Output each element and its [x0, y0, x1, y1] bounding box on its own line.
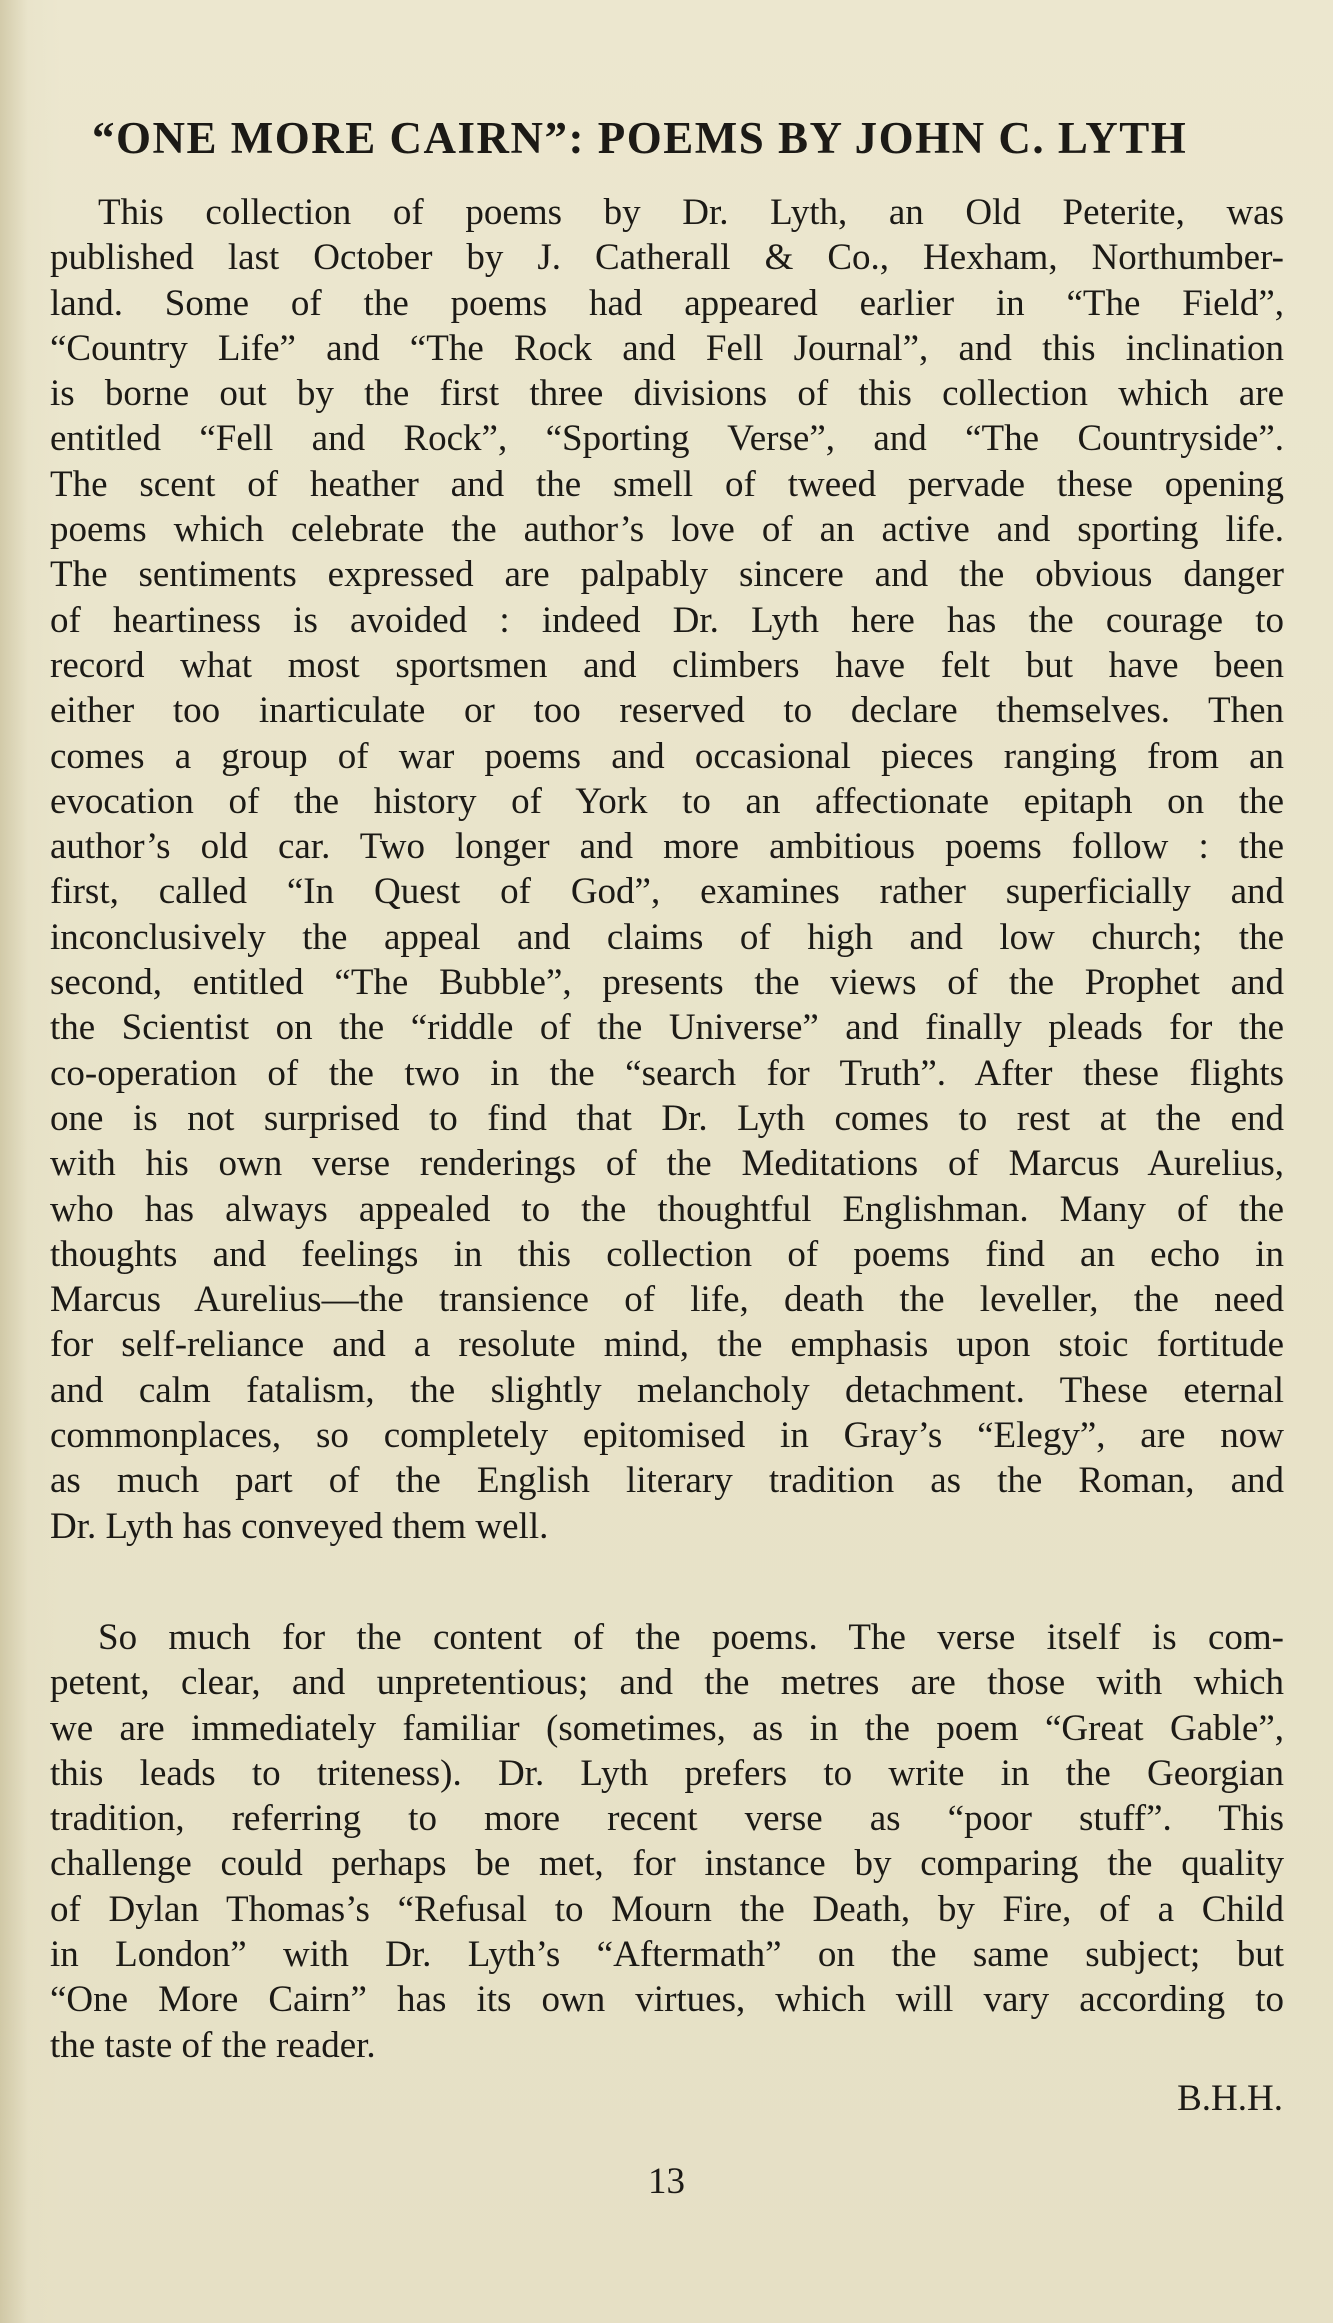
text-line: of Dylan Thomas’s “Refusal to Mourn the Death, by Fire, of a Child [50, 1888, 1284, 1930]
text-line: Marcus Aurelius—the transience of life, death the leveller, the need [50, 1279, 1284, 1321]
text-line: “One More Cairn” has its own virtues, which will vary according to [50, 1979, 1284, 2021]
text-line: published last October by J. Catherall & Co., Hexham, Northumber- [50, 237, 1284, 279]
text-line: commonplaces, so completely epitomised in Gray’s “Elegy”, are now [50, 1415, 1284, 1457]
text-line: is borne out by the first three divisions of this collection which are [50, 373, 1284, 415]
paragraph-review-content [50, 190, 1284, 1549]
paragraph-review-verse [50, 1615, 1284, 2068]
author-signature: B.H.H. [1177, 2078, 1283, 2119]
text-line: the taste of the reader. [50, 2024, 376, 2066]
text-line: first, called “In Quest of God”, examines rather superficially and [50, 871, 1284, 913]
text-line: “Country Life” and “The Rock and Fell Journal”, and this inclination [50, 327, 1284, 369]
text-line: with his own verse renderings of the Meditations of Marcus Aurelius, [50, 1143, 1284, 1185]
text-line: evocation of the history of York to an affectionate epitaph on the [50, 780, 1284, 822]
text-line: the Scientist on the “riddle of the Universe” and finally pleads for the [50, 1007, 1284, 1049]
text-line: for self-reliance and a resolute mind, the emphasis upon stoic fortitude [50, 1324, 1284, 1366]
text-line: The sentiments expressed are palpably sincere and the obvious danger [50, 554, 1284, 596]
text-line: poems which celebrate the author’s love of an active and sporting life. [50, 509, 1284, 551]
text-line: one is not surprised to find that Dr. Lyth comes to rest at the end [50, 1097, 1284, 1139]
text-line: we are immediately familiar (sometimes, as in the poem “Great Gable”, [50, 1707, 1284, 1749]
text-line: comes a group of war poems and occasional pieces ranging from an [50, 735, 1284, 777]
text-line: challenge could perhaps be met, for instance by comparing the quality [50, 1843, 1284, 1885]
text-line: in London” with Dr. Lyth’s “Aftermath” on the same subject; but [50, 1934, 1284, 1976]
text-line: entitled “Fell and Rock”, “Sporting Verse”, and “The Countryside”. [50, 418, 1284, 460]
text-line: either too inarticulate or too reserved to declare themselves. Then [50, 690, 1284, 732]
text-line: of heartiness is avoided : indeed Dr. Lyth here has the courage to [50, 599, 1284, 641]
text-line: author’s old car. Two longer and more ambitious poems follow : the [50, 826, 1284, 868]
text-line: inconclusively the appeal and claims of high and low church; the [50, 916, 1284, 958]
text-line: The scent of heather and the smell of tweed pervade these opening [50, 463, 1284, 505]
text-line: as much part of the English literary tradition as the Roman, and [50, 1460, 1284, 1502]
text-line: record what most sportsmen and climbers have felt but have been [50, 644, 1284, 686]
text-line: Dr. Lyth has conveyed them well. [50, 1505, 549, 1547]
text-line: land. Some of the poems had appeared earlier in “The Field”, [50, 282, 1284, 324]
text-line: So much for the content of the poems. The verse itself is com- [98, 1617, 1284, 1658]
text-line: this leads to triteness). Dr. Lyth prefers to write in the Georgian [50, 1752, 1284, 1794]
page-number: 13 [648, 2161, 685, 2202]
text-line: tradition, referring to more recent verse as “poor stuff”. This [50, 1798, 1284, 1840]
text-line: and calm fatalism, the slightly melancholy detachment. These eternal [50, 1369, 1284, 1411]
text-line: second, entitled “The Bubble”, presents the views of the Prophet and [50, 962, 1284, 1004]
text-line: who has always appealed to the thoughtful Englishman. Many of the [50, 1188, 1284, 1230]
text-line: This collection of poems by Dr. Lyth, an Old Peterite, was [98, 192, 1284, 233]
article-title: “ONE MORE CAIRN”: POEMS BY JOHN C. LYTH [92, 113, 1188, 163]
text-line: co-operation of the two in the “search for Truth”. After these flights [50, 1052, 1284, 1094]
text-line: petent, clear, and unpretentious; and the metres are those with which [50, 1662, 1284, 1704]
text-line: thoughts and feelings in this collection of poems find an echo in [50, 1233, 1284, 1275]
